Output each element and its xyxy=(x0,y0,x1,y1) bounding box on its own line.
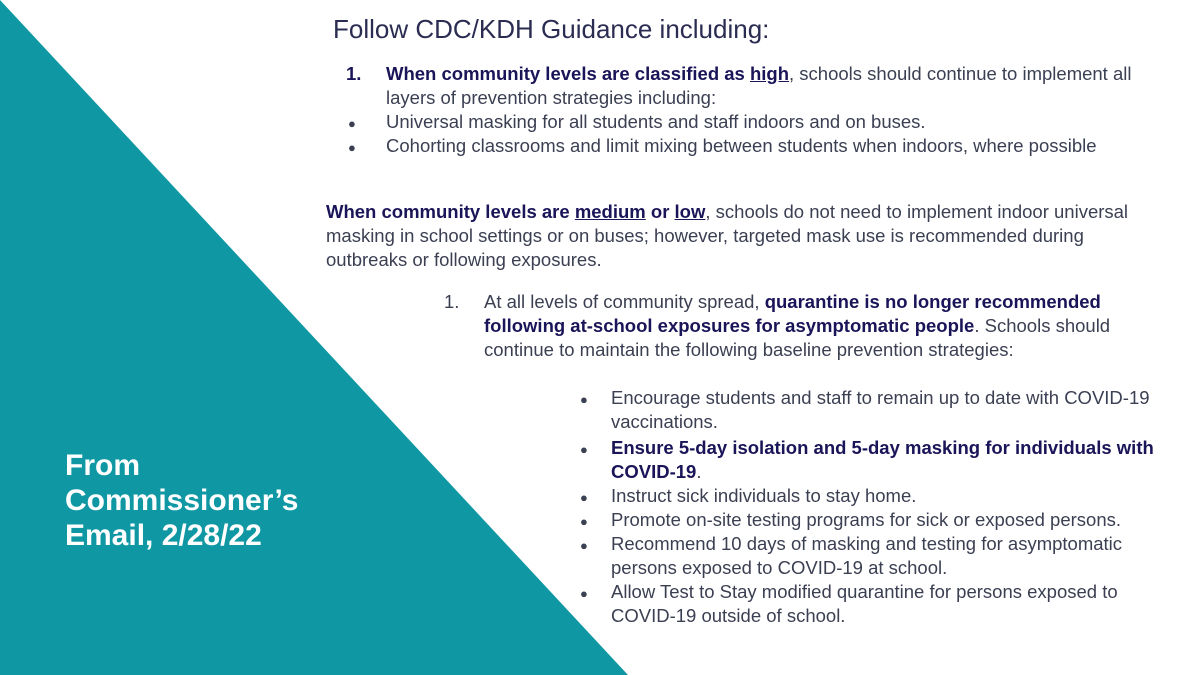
all-levels-bold: quarantine is no longer recommended following at-school exposures for asymptomatic people xyxy=(484,291,1101,336)
baseline-strategies-list xyxy=(578,386,1168,628)
bullet-icon xyxy=(580,484,588,510)
medium-keyword: medium xyxy=(574,201,646,222)
list-item xyxy=(578,532,1168,580)
bullet-text-bold: Ensure 5-day isolation and 5-day masking for individuals with COVID-19 xyxy=(611,437,1154,482)
bullet-text: Encourage students and staff to remain up to date with COVID-19 vaccinations. xyxy=(611,387,1150,432)
list-item xyxy=(578,508,1168,532)
high-lead-bold: When community levels are classified as xyxy=(386,63,750,84)
list-item xyxy=(346,134,1136,158)
bullet-icon xyxy=(348,110,356,136)
list-item xyxy=(578,436,1168,484)
numbered-item xyxy=(346,62,1136,110)
bullet-icon xyxy=(580,436,588,462)
low-keyword: low xyxy=(674,201,706,222)
source-caption-line: Email, 2/28/22 xyxy=(65,519,262,552)
high-level-section xyxy=(346,62,1136,158)
source-caption-line: Commissioner’s xyxy=(65,484,299,517)
bullet-text: Promote on-site testing programs for sick or exposed persons. xyxy=(611,509,1122,530)
medium-low-rest: , schools do not need to implement indoor universal masking in school settings or on buses; however, targeted mask use is recommended during outbreaks or following exposures. xyxy=(326,201,1129,270)
bullet-icon xyxy=(580,386,588,412)
source-caption-line: From xyxy=(65,449,140,482)
medium-low-lead: When community levels are xyxy=(326,201,575,222)
bullet-text: Recommend 10 days of masking and testing for asymptomatic persons exposed to COVID-19 at school. xyxy=(611,533,1123,578)
numbered-item xyxy=(444,290,1164,362)
bullet-icon xyxy=(580,532,588,558)
list-item xyxy=(578,580,1168,628)
item-number: 1. xyxy=(346,63,362,84)
bullet-text: Universal masking for all students and staff indoors and on buses. xyxy=(386,111,926,132)
bullet-text: Instruct sick individuals to stay home. xyxy=(611,485,917,506)
all-levels-section xyxy=(444,290,1164,362)
bullet-text-suffix: . xyxy=(696,461,702,482)
all-levels-rest: . Schools should continue to maintain the following baseline prevention strategies: xyxy=(484,315,1111,360)
item-number: 1. xyxy=(444,291,460,312)
list-item xyxy=(346,110,1136,134)
high-lead-rest: , schools should continue to implement all layers of prevention strategies including: xyxy=(386,63,1132,108)
all-levels-intro: At all levels of community spread, xyxy=(484,291,765,312)
bullet-icon xyxy=(580,580,588,606)
list-item xyxy=(578,386,1168,434)
bullet-text: Allow Test to Stay modified quarantine for persons exposed to COVID-19 outside of school. xyxy=(611,581,1118,626)
bullet-icon xyxy=(348,134,356,160)
page-title: Follow CDC/KDH Guidance including: xyxy=(333,14,770,44)
or-word: or xyxy=(645,201,675,222)
high-keyword: high xyxy=(749,63,790,84)
bullet-text: Cohorting classrooms and limit mixing between students when indoors, where possible xyxy=(386,135,1097,156)
list-item xyxy=(578,484,1168,508)
medium-low-section xyxy=(326,200,1136,272)
bullet-icon xyxy=(580,508,588,534)
